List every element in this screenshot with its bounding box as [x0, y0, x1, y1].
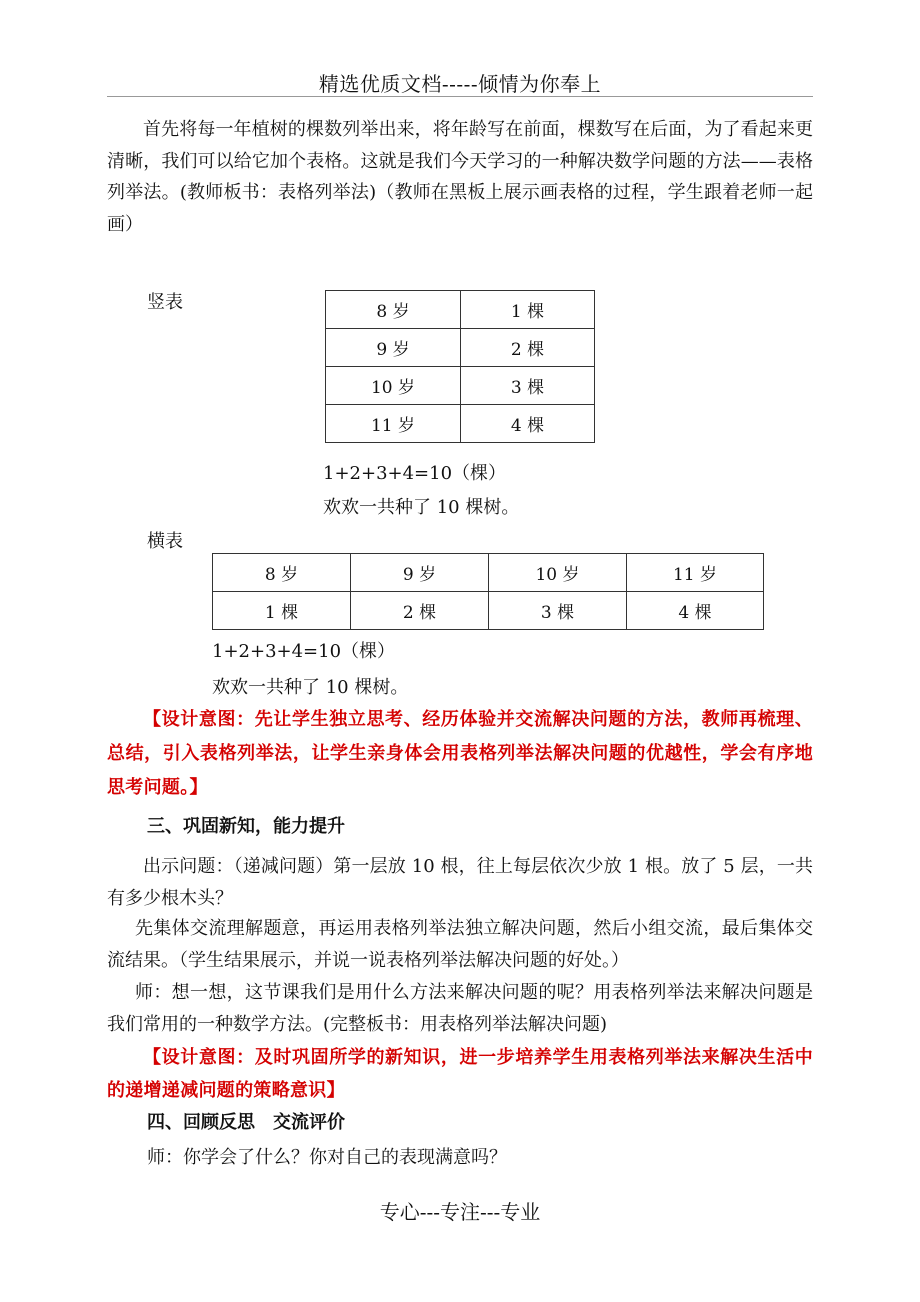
vertical-table-label: 竖表 [147, 292, 183, 313]
table-row [213, 554, 764, 592]
vertical-table [325, 290, 595, 443]
table-cell: 8 岁 [213, 554, 351, 592]
table-row [326, 291, 595, 329]
table-row [326, 329, 595, 367]
section3-heading: 三、巩固新知，能力提升 [147, 816, 345, 837]
horizontal-formula: 1+2+3+4=10（棵） [212, 641, 396, 662]
section4-question: 师：你学会了什么？你对自己的表现满意吗？ [147, 1147, 507, 1168]
design-intent-2: 【设计意图：及时巩固所学的新知识，进一步培养学生用表格列举法来解决生活中的递增递减问题的策略意识】 [107, 1047, 813, 1101]
intro-paragraph: 首先将每一年植树的棵数列举出来，将年龄写在前面，棵数写在后面，为了看起来更清晰，我们可以给它加个表格。这就是我们今天学习的一种解决数学问题的方法——表格列举法。(教师板书：表格列举法)（教师在黑板上展示画表格的过程，学生跟着老师一起画） [107, 119, 813, 235]
table-cell: 2 棵 [461, 329, 595, 367]
page-footer: 专心---专注---专业 [379, 1200, 541, 1224]
horizontal-answer: 欢欢一共种了 10 棵树。 [212, 677, 409, 698]
table-cell: 10 岁 [326, 367, 461, 405]
table-cell: 4 棵 [461, 405, 595, 443]
table-cell: 1 棵 [213, 592, 351, 630]
table-cell: 11 岁 [627, 554, 764, 592]
table-cell: 2 棵 [351, 592, 489, 630]
section3-summary: 师：想一想，这节课我们是用什么方法来解决问题的呢？用表格列举法来解决问题是我们常用的一种数学方法。(完整板书：用表格列举法解决问题) [107, 982, 813, 1035]
section3-problem: 出示问题：（递减问题）第一层放 10 根，往上每层依次少放 1 根。放了 5 层，一共有多少根木头？ [107, 856, 813, 909]
design-intent-1: 【设计意图：先让学生独立思考、经历体验并交流解决问题的方法，教师再梳理、总结，引入表格列举法，让学生亲身体会用表格列举法解决问题的优越性，学会有序地思考问题。】 [107, 709, 813, 798]
table-cell: 10 岁 [489, 554, 627, 592]
table-cell: 3 棵 [461, 367, 595, 405]
vertical-answer: 欢欢一共种了 10 棵树。 [323, 497, 520, 518]
table-row [213, 592, 764, 630]
table-cell: 9 岁 [351, 554, 489, 592]
table-cell: 11 岁 [326, 405, 461, 443]
table-row [326, 405, 595, 443]
table-cell: 3 棵 [489, 592, 627, 630]
page-header: 精选优质文档-----倾情为你奉上 [318, 72, 602, 96]
section4-heading: 四、回顾反思 交流评价 [147, 1112, 345, 1133]
horizontal-table [212, 553, 764, 630]
header-divider [107, 96, 813, 97]
vertical-formula: 1+2+3+4=10（棵） [323, 463, 507, 484]
section3-process: 先集体交流理解题意，再运用表格列举法独立解决问题，然后小组交流，最后集体交流结果。（学生结果展示，并说一说表格列举法解决问题的好处。） [107, 918, 813, 971]
table-cell: 4 棵 [627, 592, 764, 630]
table-cell: 8 岁 [326, 291, 461, 329]
table-cell: 1 棵 [461, 291, 595, 329]
table-row [326, 367, 595, 405]
table-cell: 9 岁 [326, 329, 461, 367]
horizontal-table-label: 横表 [147, 531, 183, 552]
